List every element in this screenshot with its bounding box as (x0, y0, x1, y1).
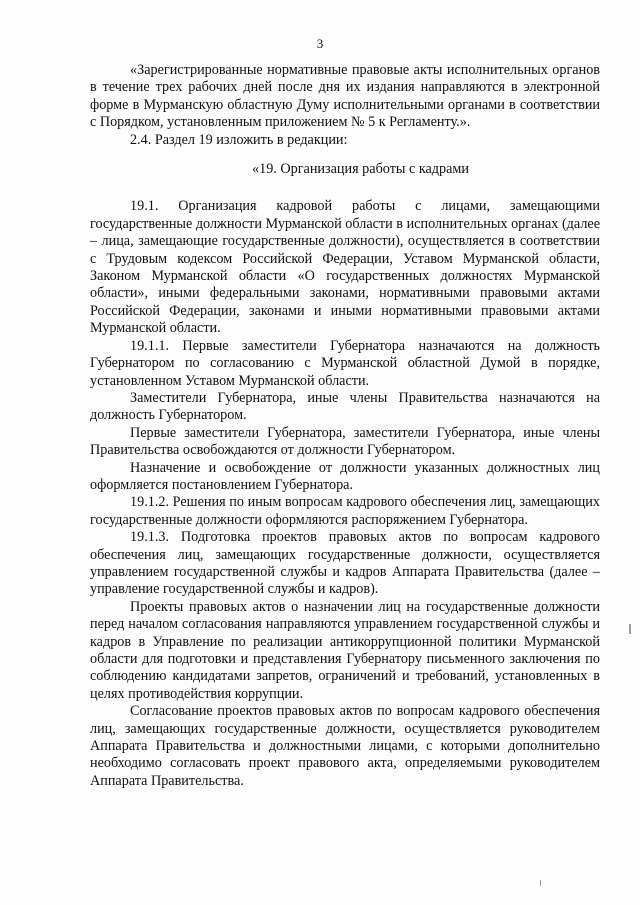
paragraph-6: Первые заместители Губернатора, заместители Губернатора, иные члены Правительства освобождаются от должности Губернатором. (90, 424, 600, 459)
scan-mark-bottom (540, 880, 541, 886)
paragraph-1: «Зарегистрированные нормативные правовые акты исполнительных органов в течение трех рабочих дней после дня их издания направляются в электронной форме в Мурманскую областную Думу исполнительными органами в соответствии с Порядком, установленным приложением № 5 к Регламенту.». (90, 62, 600, 131)
paragraph-8: 19.1.2. Решения по иным вопросам кадрового обеспечения лиц, замещающих государственные должности оформляются распоряжением Губернатора. (90, 494, 600, 528)
paragraph-5: Заместители Губернатора, иные члены Правительства назначаются на должность Губернатором. (90, 389, 600, 424)
paragraph-10: Проекты правовых актов о назначении лиц на государственные должности перед началом согласования направляются управлением государственной службы и кадров в Управление по реализации антикоррупционной политики Мурманской области для подготовки и представления Губернатору письменного заключения по соблюдению кандидатами запретов, ограничений и требований, установленных в целях противодействия коррупции. (90, 598, 600, 702)
paragraph-9: 19.1.3. Подготовка проектов правовых актов по вопросам кадрового обеспечения лиц, замещающих государственные должности, осуществляется управлением государственной службы и кадров Аппарата Правительства (далее – управление государственной службы и кадров). (90, 529, 600, 598)
section-heading: «19. Организация работы с кадрами (252, 161, 469, 178)
paragraph-3: 19.1. Организация кадровой работы с лицами, замещающими государственные должности Мурманской области в исполнительных органах (далее – лица, замещающие государственные должности), осуществляется в соответствии с Трудовым кодексом Российской Федерации, Уставом Мурманской области, Законом Мурманской области «О государственных должностях Мурманской области», иными федеральными законами, нормативными правовыми актами Российской Федерации, законами и иными нормативными правовыми актами Мурманской области. (90, 198, 600, 337)
page-number: 3 (316, 36, 324, 51)
paragraph-7: Назначение и освобождение от должности указанных должностных лиц оформляется постановлением Губернатора. (90, 459, 600, 493)
paragraph-4: 19.1.1. Первые заместители Губернатора назначаются на должность Губернатором по согласованию с Мурманской областной Думой в порядке, установленном Уставом Мурманской области. (90, 337, 600, 389)
scan-mark-right (629, 624, 631, 634)
document-body (90, 62, 600, 790)
paragraph-11: Согласование проектов правовых актов по вопросам кадрового обеспечения лиц, замещающих государственные должности, осуществляется руководителем Аппарата Правительства и должностными лицами, с которыми дополнительно необходимо согласовать проект правового акта, определяемыми руководителем Аппарата Правительства. (90, 703, 600, 789)
paragraph-2: 2.4. Раздел 19 изложить в редакции: (130, 131, 348, 148)
